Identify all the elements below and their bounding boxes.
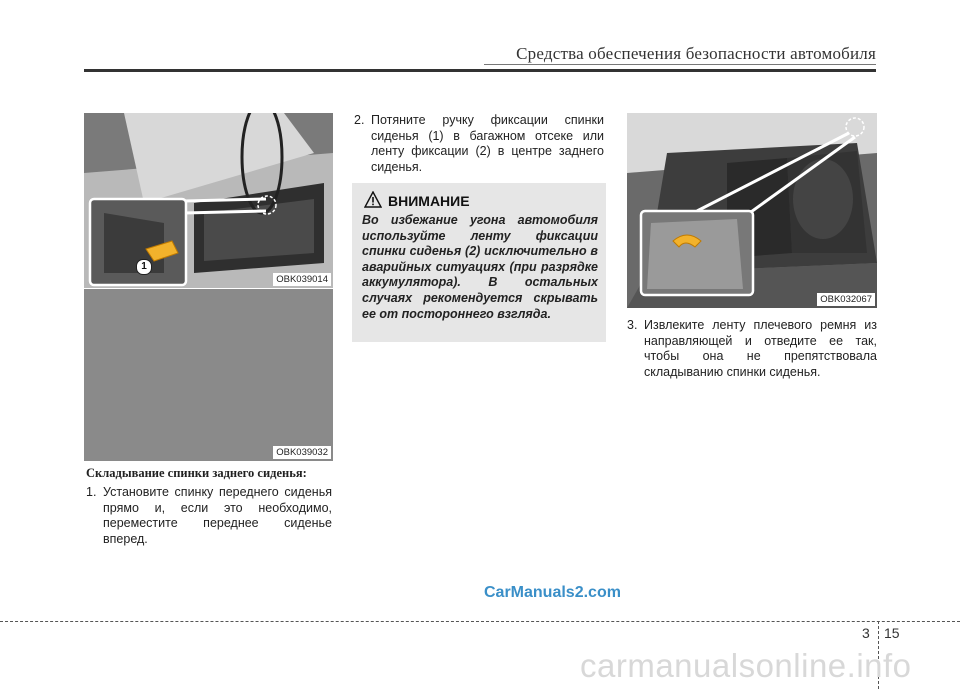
step-number: 3. (627, 318, 638, 332)
figure-rear-seat (627, 113, 877, 308)
warning-text: Во избежание угона автомобиля используйте ленту фиксации спинки сиденья (2) исключительно в аварийных ситуациях (при разрядке аккумулятора). В остальных случаях рекомендуется скрывать ее от постороннего взгляда. (362, 213, 598, 321)
step-1 (86, 485, 332, 547)
figure-trunk (84, 113, 333, 288)
step-3 (627, 318, 877, 380)
footer-rule (0, 621, 960, 622)
step-text: Установите спинку переднего сиденья прямо и, если это необходимо, переместите переднее сиденье вперед. (103, 485, 332, 546)
callout-1: 1 (136, 259, 152, 275)
step-text: Извлеките ленту плечевого ремня из направляющей и отведите ее так, чтобы она не препятствовала складыванию спинки сиденья. (644, 318, 877, 379)
page-number: 15 (884, 625, 900, 641)
figure-code: OBK039014 (273, 273, 331, 286)
warning-box (352, 183, 606, 342)
header-title: Средства обеспечения безопасности автомобиля (516, 44, 876, 63)
figure-code: OBK032067 (817, 293, 875, 306)
warning-triangle-icon (364, 191, 382, 208)
watermark: CarManuals2.com (484, 584, 621, 601)
header-thin-rule (484, 64, 876, 65)
site-mark: carmanualsonline.info (580, 647, 912, 684)
warning-title: ВНИМАНИЕ (388, 193, 470, 209)
step-2 (354, 113, 604, 175)
rear-seat-illustration (627, 113, 877, 308)
trunk-illustration (84, 113, 333, 288)
step-number: 1. (86, 485, 97, 499)
step-number: 2. (354, 113, 365, 127)
header-rule (84, 69, 876, 72)
section-number: 3 (862, 625, 870, 641)
figure-code: OBK039032 (273, 446, 331, 459)
step-text: Потяните ручку фиксации спинки сиденья (1) в багажном отсеке или ленту фиксации (2) в центре заднего сиденья. (371, 113, 604, 174)
figure-gray (84, 289, 333, 461)
section-heading: Складывание спинки заднего сиденья: (86, 466, 307, 480)
